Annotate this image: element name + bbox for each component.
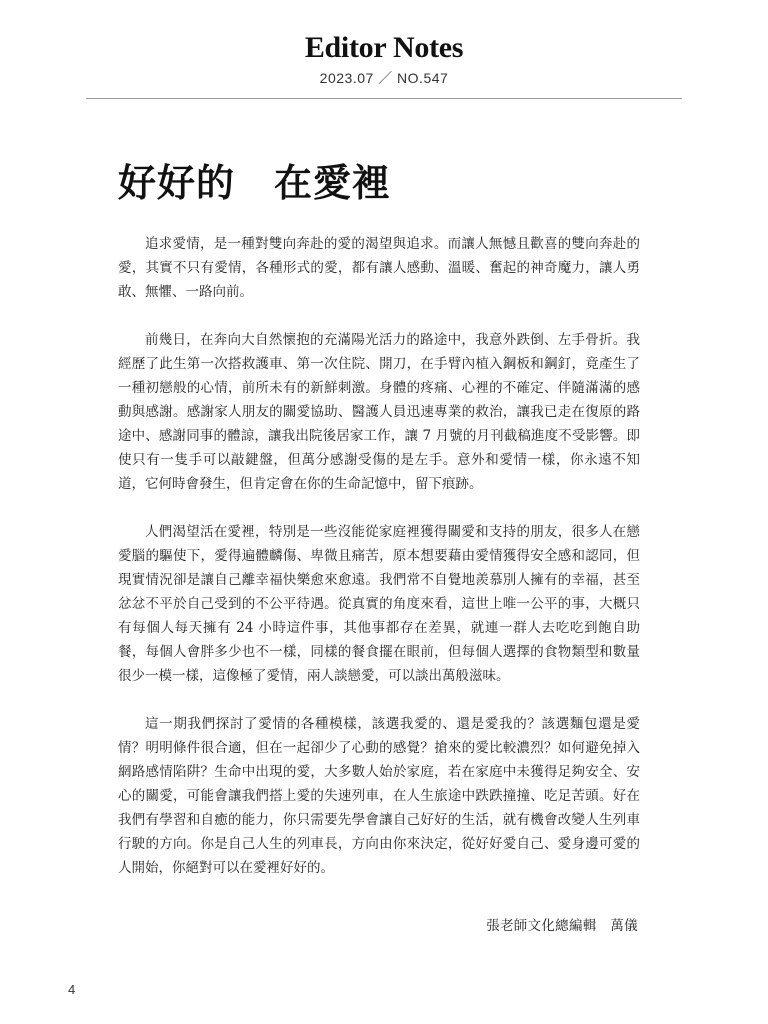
header-divider — [86, 98, 682, 99]
author-signature: 張老師文化總編輯 萬儀 — [486, 918, 638, 934]
masthead — [0, 30, 768, 88]
article-body — [118, 232, 640, 904]
issue-info: 2023.07 ／ NO.547 — [319, 70, 449, 86]
article-title: 好好的 在愛裡 — [118, 160, 392, 205]
paragraph-1: 追求愛情，是一種對雙向奔赴的愛的渴望與追求。而讓人無憾且歡喜的雙向奔赴的愛，其實不只有愛情，各種形式的愛，都有讓人感動、溫暖、奮起的神奇魔力，讓人勇敢、無懼、一路向前。 — [118, 236, 640, 300]
page-number: 4 — [68, 982, 76, 997]
paragraph-2: 前幾日，在奔向大自然懷抱的充滿陽光活力的路途中，我意外跌倒、左手骨折。我經歷了此生第一次搭救護車、第一次住院、開刀，在手臂內植入鋼板和鋼釘，竟產生了一種初戀般的心情，前所未有的新鮮刺激。身體的疼痛、心裡的不確定、伴隨滿滿的感動與感謝。感謝家人朋友的關愛協助、醫護人員迅速專業的救治，讓我已走在復原的路途中、感謝同事的體諒，讓我出院後居家工作，讓 7 月號的月刊截稿進度不受影響。即使只有一隻手可以敲鍵盤，但萬分感謝受傷的是左手。意外和愛情一樣，你永遠不知道，它何時會發生，但肯定會在你的生命記憶中，留下痕跡。 — [118, 332, 640, 492]
section-title: Editor Notes — [304, 31, 464, 64]
paragraph-4: 這一期我們探討了愛情的各種模樣，該選我愛的、還是愛我的？該選麵包還是愛情？明明條件很合適，但在一起卻少了心動的感覺？搶來的愛比較濃烈？如何避免掉入網路感情陷阱？生命中出現的愛，大多數人始於家庭，若在家庭中未獲得足夠安全、安心的關愛，可能會讓我們搭上愛的失速列車，在人生旅途中跌跌撞撞、吃足苦頭。好在我們有學習和自癒的能力，你只需要先學會讓自己好好的生活，就有機會改變人生列車行駛的方向。你是自己人生的列車長，方向由你來決定，從好好愛自己、愛身邊可愛的人開始，你絕對可以在愛裡好好的。 — [118, 716, 640, 876]
paragraph-3: 人們渴望活在愛裡，特別是一些沒能從家庭裡獲得關愛和支持的朋友，很多人在戀愛腦的驅使下，愛得遍體麟傷、卑微且痛苦，原本想要藉由愛情獲得安全感和認同，但現實情況卻是讓自己離幸福快樂愈來愈遠。我們常不自覺地羨慕別人擁有的幸福，甚至忿忿不平於自己受到的不公平待遇。從真實的角度來看，這世上唯一公平的事，大概只有每個人每天擁有 24 小時這件事，其他事都存在差異，就連一群人去吃吃到飽自助餐，每個人會胖多少也不一樣，同樣的餐食擺在眼前，但每個人選擇的食物類型和數量很少一模一樣，這像極了愛情，兩人談戀愛，可以談出萬般滋味。 — [118, 524, 640, 684]
